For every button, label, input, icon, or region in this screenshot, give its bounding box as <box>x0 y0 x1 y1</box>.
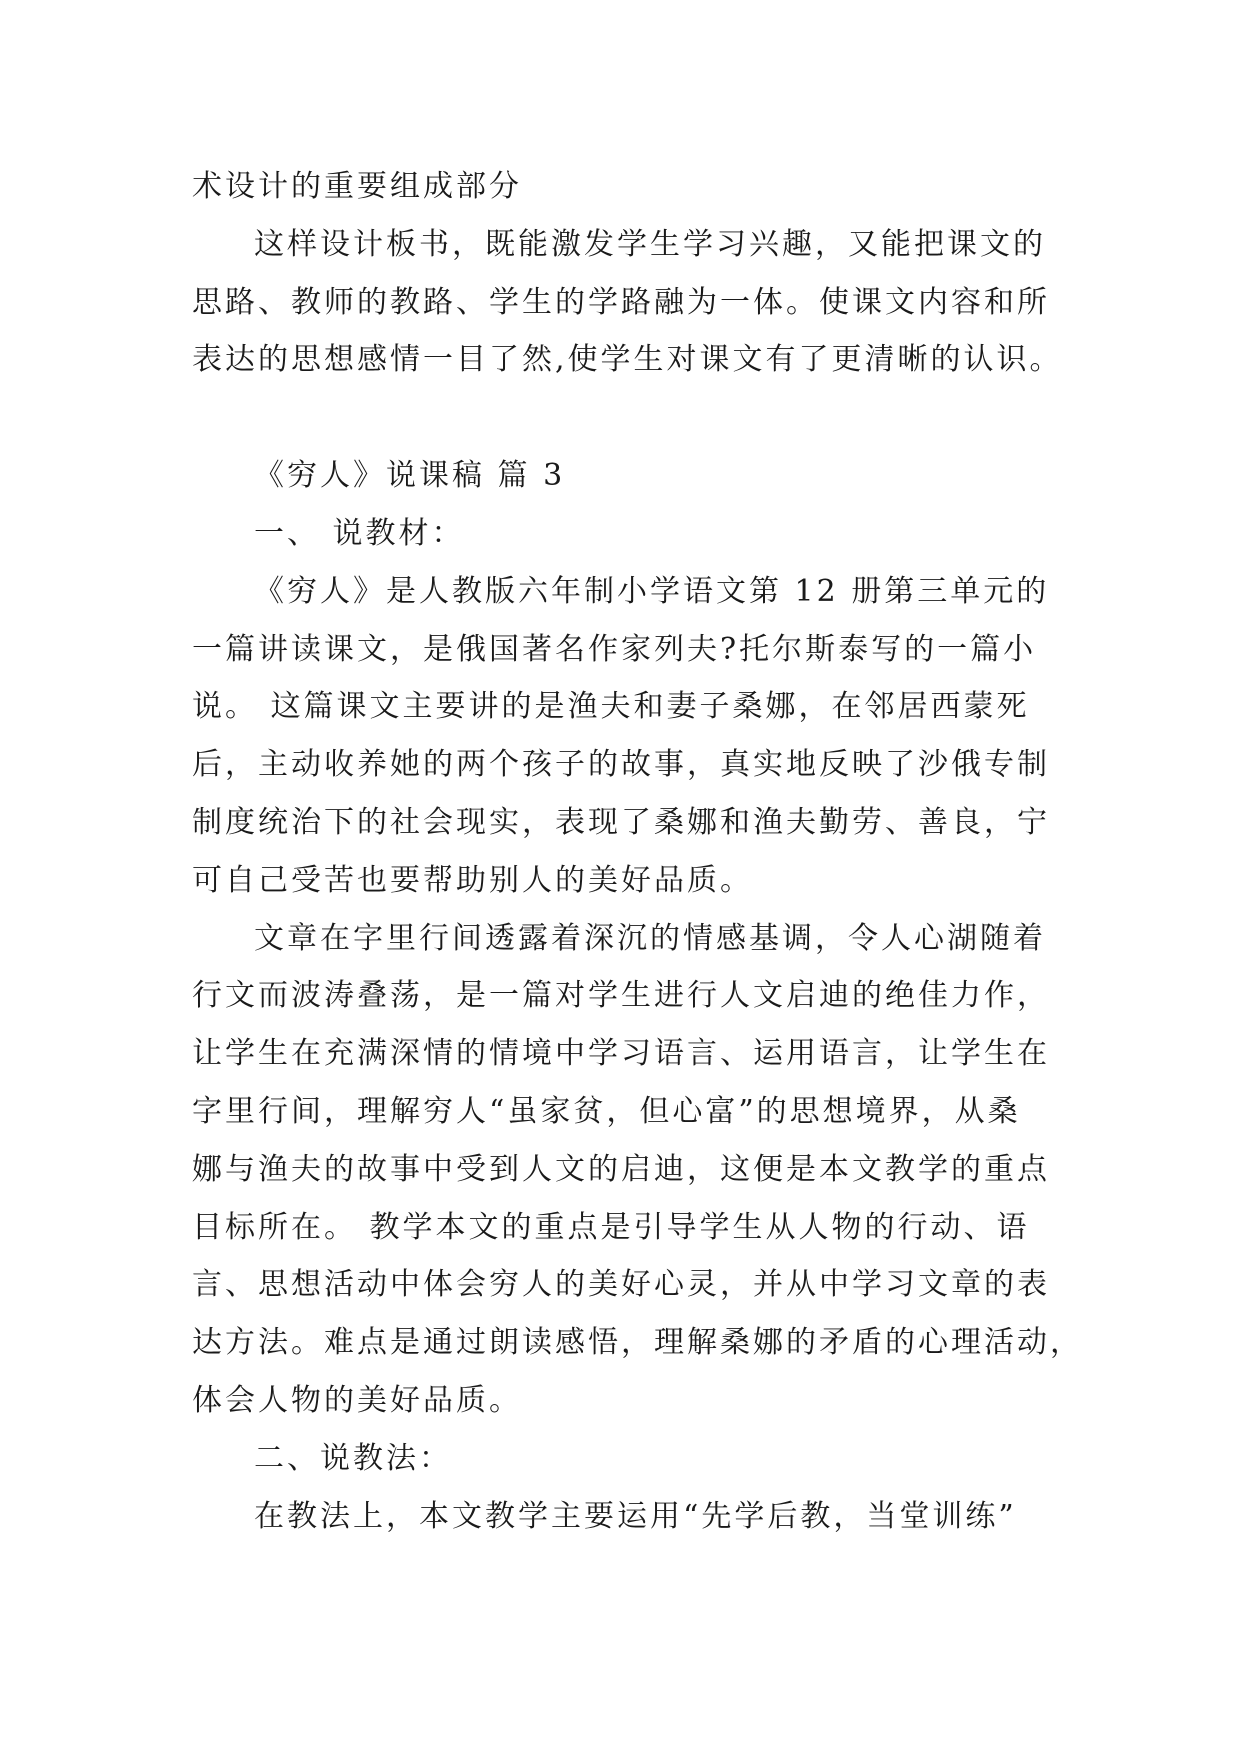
text-line: 文章在字里行间透露着深沉的情感基调，令人心湖随着 <box>254 920 1046 956</box>
text-line: 《穷人》是人教版六年制小学语文第 12 册第三单元的 <box>254 573 1050 609</box>
text-line: 目标所在。 教学本文的重点是引导学生从人物的行动、语 <box>192 1209 1030 1245</box>
text-line: 行文而波涛叠荡，是一篇对学生进行人文启迪的绝佳力作， <box>192 978 1050 1014</box>
text-line: 言、思想活动中体会穷人的美好心灵，并从中学习文章的表 <box>192 1267 1050 1303</box>
text-line: 体会人物的美好品质。 <box>192 1382 522 1418</box>
text-line: 达方法。难点是通过朗读感悟，理解桑娜的矛盾的心理活动， <box>192 1325 1083 1361</box>
part2-heading: 二、说教法： <box>254 1440 452 1476</box>
text-line: 一篇讲读课文，是俄国著名作家列夫?托尔斯泰写的一篇小 <box>192 631 1037 667</box>
text-line: 后，主动收养她的两个孩子的故事，真实地反映了沙俄专制 <box>192 747 1050 783</box>
text-line: 术设计的重要组成部分 <box>192 169 522 204</box>
text-line: 制度统治下的社会现实，表现了桑娜和渔夫勤劳、善良，宁 <box>192 804 1050 840</box>
text-line: 这样设计板书，既能激发学生学习兴趣，又能把课文的 <box>254 226 1046 262</box>
text-line: 字里行间，理解穷人“虽家贫，但心富”的思想境界，从桑 <box>192 1093 1021 1129</box>
text-line: 在教法上，本文教学主要运用“先学后教，当堂训练” <box>254 1498 1017 1534</box>
text-line: 表达的思想感情一目了然,使学生对课文有了更清晰的认识。 <box>192 342 1063 378</box>
text-line: 可自己受苦也要帮助别人的美好品质。 <box>192 862 753 898</box>
text-line: 让学生在充满深情的情境中学习语言、运用语言，让学生在 <box>192 1036 1050 1072</box>
section-title: 《穷人》说课稿 篇 3 <box>254 458 566 494</box>
text-line: 说。 这篇课文主要讲的是渔夫和妻子桑娜，在邻居西蒙死 <box>192 689 1030 725</box>
text-line: 思路、教师的教路、学生的学路融为一体。使课文内容和所 <box>192 284 1050 320</box>
section-gap <box>192 389 1052 447</box>
text-line: 娜与渔夫的故事中受到人文的启迪，这便是本文教学的重点 <box>192 1151 1050 1187</box>
part1-heading: 一、 说教材： <box>254 515 465 551</box>
document-body <box>192 158 1083 1545</box>
